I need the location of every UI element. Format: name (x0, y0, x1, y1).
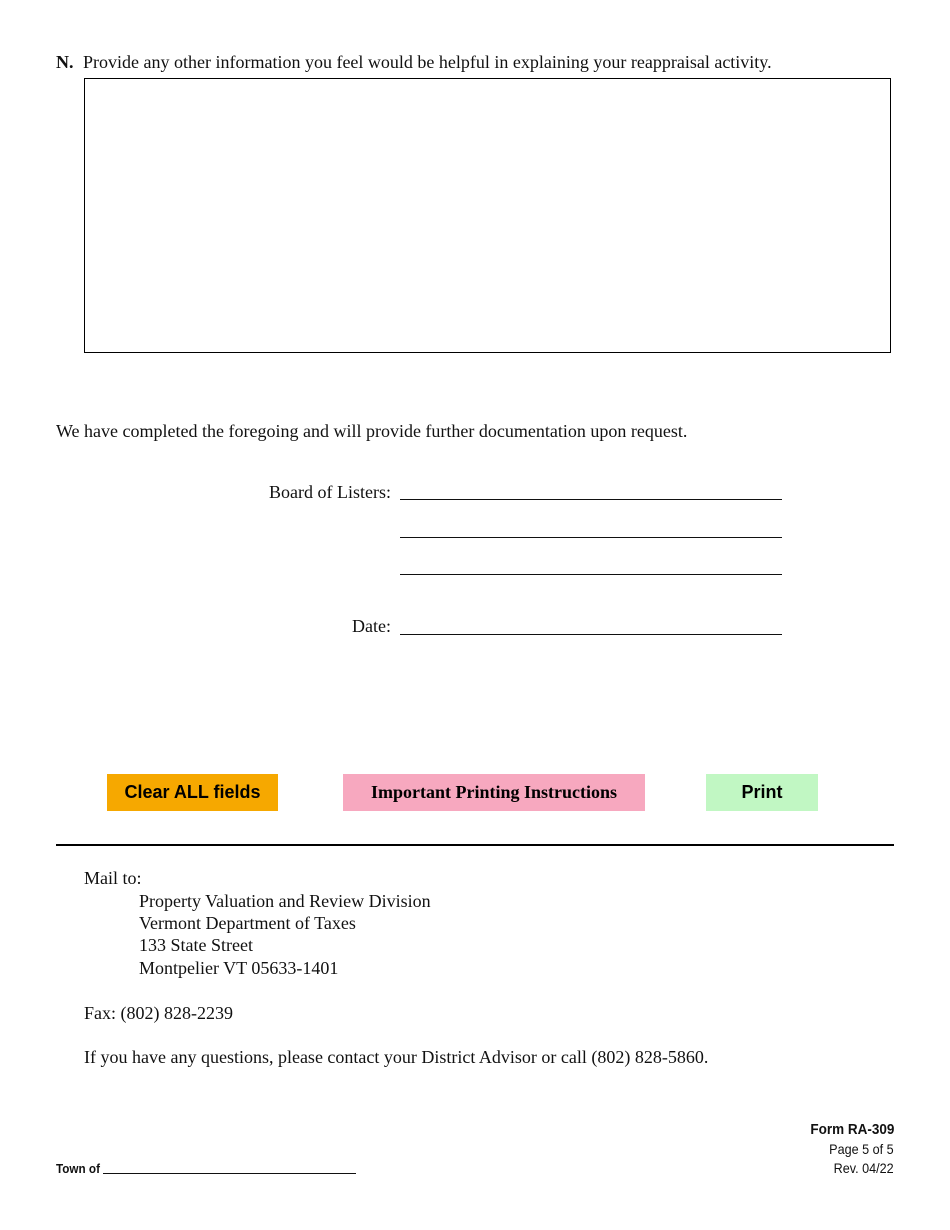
form-id: Form RA-309 (809, 1121, 894, 1138)
fax-number: Fax: (802) 828-2239 (84, 1003, 233, 1023)
print-button[interactable]: Print (706, 774, 818, 811)
town-name-line[interactable] (103, 1173, 356, 1174)
address-line-city: Montpelier VT 05633-1401 (139, 958, 339, 978)
board-of-listers-label: Board of Listers: (269, 482, 391, 502)
date-line[interactable] (400, 634, 782, 635)
board-signature-line-2[interactable] (400, 537, 782, 538)
clear-all-fields-button[interactable]: Clear ALL fields (107, 774, 278, 811)
additional-info-textarea[interactable] (84, 78, 891, 353)
printing-instructions-button[interactable]: Important Printing Instructions (343, 774, 645, 811)
board-signature-line-1[interactable] (400, 499, 782, 500)
section-divider (56, 844, 894, 846)
date-label: Date: (352, 616, 391, 636)
address-line-division: Property Valuation and Review Division (139, 891, 431, 911)
town-of-label: Town of (56, 1161, 100, 1176)
revision-date: Rev. 04/22 (833, 1160, 894, 1176)
contact-questions-text: If you have any questions, please contact your District Advisor or call (802) 828-5860. (84, 1047, 709, 1067)
address-line-street: 133 State Street (139, 935, 253, 955)
board-signature-line-3[interactable] (400, 574, 782, 575)
question-text: Provide any other information you feel would be helpful in explaining your reappraisal activity. (83, 52, 772, 72)
address-line-department: Vermont Department of Taxes (139, 913, 356, 933)
question-letter: N. (56, 52, 74, 72)
mail-to-label: Mail to: (84, 868, 142, 888)
completion-statement: We have completed the foregoing and will provide further documentation upon request. (56, 421, 688, 441)
page-number: Page 5 of 5 (829, 1141, 894, 1157)
